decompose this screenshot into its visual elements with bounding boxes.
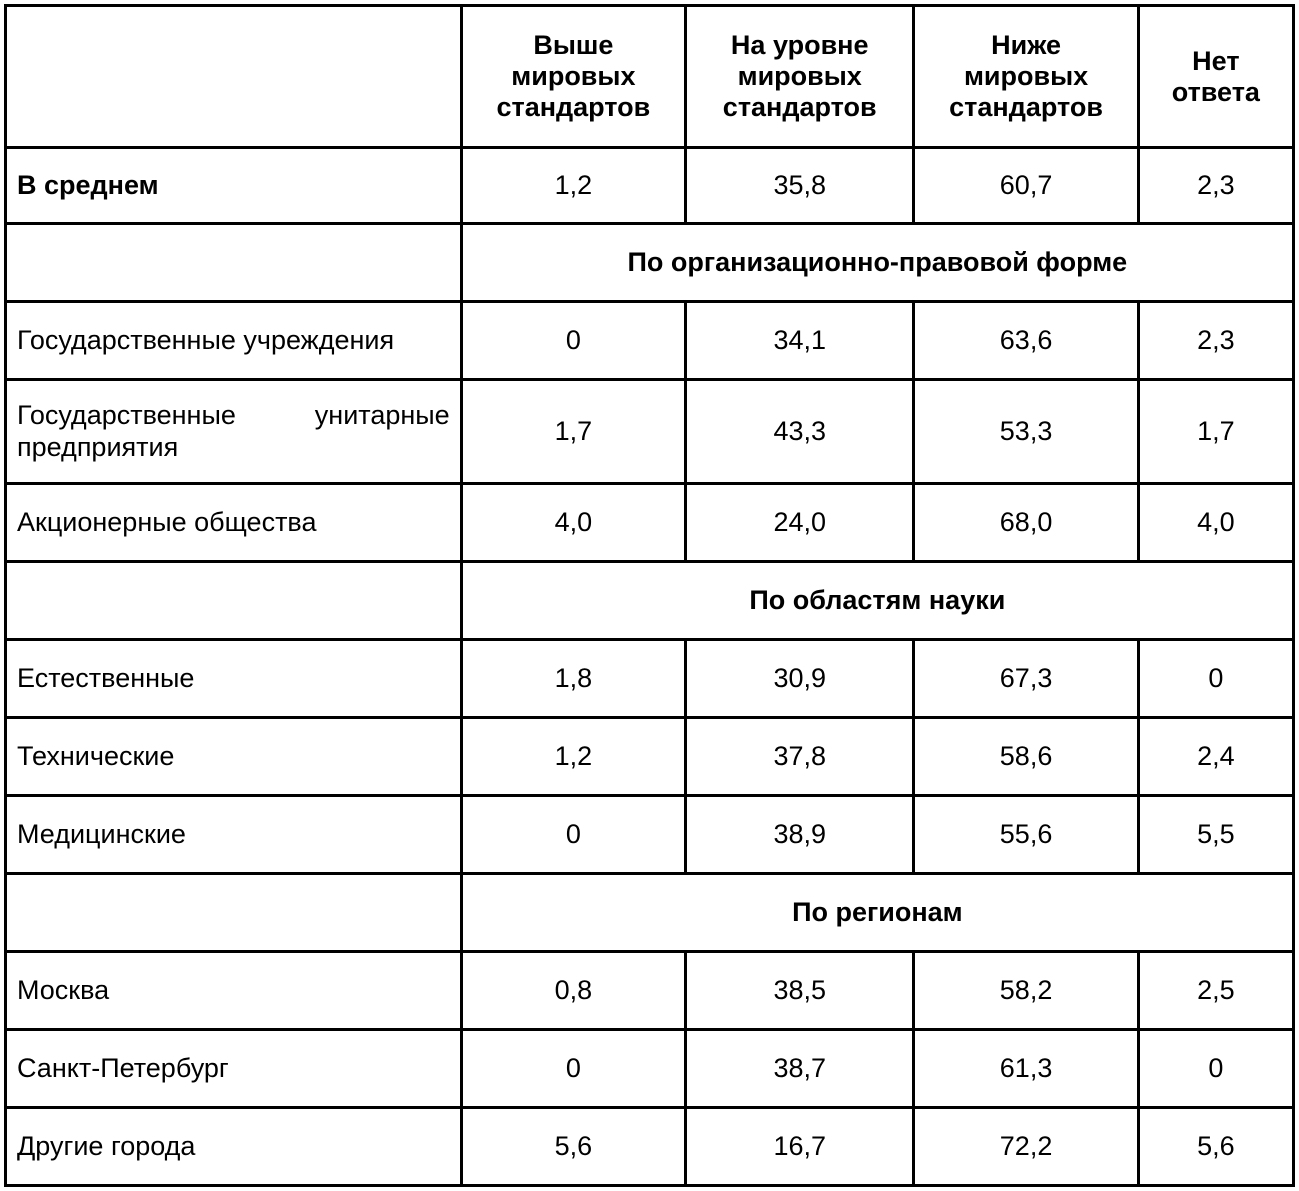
column-header-no-answer (1138, 6, 1293, 148)
cell-value: 5,6 (1138, 1108, 1293, 1186)
cell-value: 53,3 (914, 380, 1138, 484)
cell-value: 38,7 (686, 1030, 914, 1108)
cell-value: 67,3 (914, 640, 1138, 718)
row-label: Медицинские (6, 796, 462, 874)
table-row (6, 1108, 1294, 1186)
table-row (6, 796, 1294, 874)
cell-value: 1,2 (461, 718, 685, 796)
table-row (6, 380, 1294, 484)
table-header-row (6, 6, 1294, 148)
cell-value: 1,7 (461, 380, 685, 484)
row-label: Акционерные общества (6, 484, 462, 562)
cell-value: 0 (1138, 640, 1293, 718)
cell-value: 1,7 (1138, 380, 1293, 484)
cell-value: 38,9 (686, 796, 914, 874)
row-label: Государственные учреждения (6, 302, 462, 380)
cell-value: 63,6 (914, 302, 1138, 380)
row-label: Москва (6, 952, 462, 1030)
cell-value: 0 (461, 796, 685, 874)
table-row (6, 148, 1294, 224)
cell-value: 4,0 (461, 484, 685, 562)
table-row (6, 302, 1294, 380)
cell-value: 5,5 (1138, 796, 1293, 874)
cell-value: 35,8 (686, 148, 914, 224)
cell-value: 2,5 (1138, 952, 1293, 1030)
cell-value: 2,4 (1138, 718, 1293, 796)
header-line-2: ответа (1171, 76, 1260, 107)
cell-value: 55,6 (914, 796, 1138, 874)
cell-value: 60,7 (914, 148, 1138, 224)
cell-value: 58,2 (914, 952, 1138, 1030)
cell-value: 2,3 (1138, 148, 1293, 224)
table-section-row (6, 874, 1294, 952)
row-label: Другие города (6, 1108, 462, 1186)
column-header-below-world-standards (914, 6, 1138, 148)
table-row (6, 1030, 1294, 1108)
section-blank (6, 224, 462, 302)
table-row (6, 952, 1294, 1030)
cell-value: 16,7 (686, 1108, 914, 1186)
row-label: В среднем (6, 148, 462, 224)
cell-value: 5,6 (461, 1108, 685, 1186)
cell-value: 72,2 (914, 1108, 1138, 1186)
survey-results-table (4, 4, 1295, 1187)
header-line-1: На уровне (730, 30, 869, 61)
section-blank (6, 562, 462, 640)
cell-value: 37,8 (686, 718, 914, 796)
cell-value: 1,8 (461, 640, 685, 718)
section-header-legal-form: По организационно-правовой форме (461, 224, 1293, 302)
cell-value: 1,2 (461, 148, 685, 224)
table-row (6, 484, 1294, 562)
cell-value: 24,0 (686, 484, 914, 562)
header-line-3: стандартов (496, 91, 651, 122)
header-line-1: Ниже (991, 30, 1062, 61)
header-line-3: стандартов (722, 91, 877, 122)
row-label: Санкт-Петербург (6, 1030, 462, 1108)
cell-value: 61,3 (914, 1030, 1138, 1108)
table-row (6, 718, 1294, 796)
cell-value: 30,9 (686, 640, 914, 718)
header-line-3: стандартов (949, 91, 1103, 122)
header-line-2: мировых (963, 61, 1089, 92)
cell-value: 58,6 (914, 718, 1138, 796)
cell-value: 34,1 (686, 302, 914, 380)
cell-value: 38,5 (686, 952, 914, 1030)
header-line-1: Выше (533, 30, 614, 61)
cell-value: 4,0 (1138, 484, 1293, 562)
cell-value: 0 (461, 302, 685, 380)
header-line-1: Нет (1192, 45, 1240, 76)
cell-value: 0 (1138, 1030, 1293, 1108)
cell-value: 0 (461, 1030, 685, 1108)
header-line-2: мировых (737, 61, 862, 92)
column-header-at-world-standards (686, 6, 914, 148)
cell-value: 0,8 (461, 952, 685, 1030)
cell-value: 68,0 (914, 484, 1138, 562)
table-row (6, 640, 1294, 718)
header-line-2: мировых (511, 61, 636, 92)
table-section-row (6, 562, 1294, 640)
row-label: Государственные унитарные предприятия (6, 380, 462, 484)
table-container (0, 4, 1299, 1187)
section-header-regions: По регионам (461, 874, 1293, 952)
column-header-above-world-standards (461, 6, 685, 148)
cell-value: 43,3 (686, 380, 914, 484)
header-corner-blank (6, 6, 462, 148)
cell-value: 2,3 (1138, 302, 1293, 380)
row-label: Технические (6, 718, 462, 796)
row-label: Естественные (6, 640, 462, 718)
table-section-row (6, 224, 1294, 302)
section-blank (6, 874, 462, 952)
section-header-science-fields: По областям науки (461, 562, 1293, 640)
